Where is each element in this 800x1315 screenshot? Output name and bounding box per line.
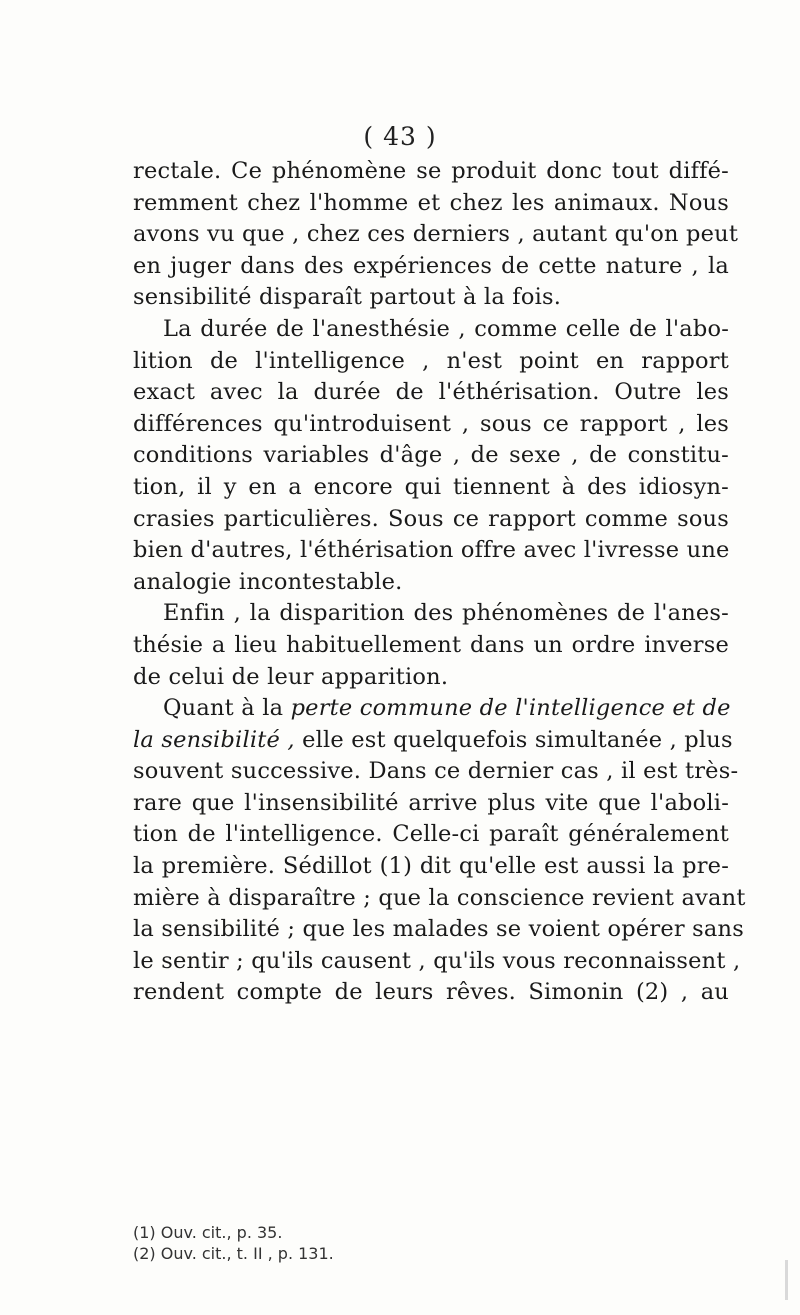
- text-line: lition de l'intelligence , n'est point en rapport: [133, 347, 729, 374]
- text-line: conditions variables d'âge , de sexe , de constitu-: [133, 442, 729, 469]
- text-line: tion, il y en a encore qui tiennent à des idiosyn-: [133, 473, 729, 500]
- italic-run: perte commune de l'intelligence et de: [290, 695, 731, 722]
- text-line: la première. Sédillot (1) dit qu'elle est aussi la pre-: [133, 853, 729, 880]
- text-line: bien d'autres, l'éthérisation offre avec l'ivresse une: [133, 537, 730, 564]
- body-text: [133, 156, 746, 1009]
- text-line: rare que l'insensibilité arrive plus vite que l'aboli-: [133, 789, 729, 816]
- text-line: souvent successive. Dans ce dernier cas , il est très-: [133, 758, 739, 785]
- text-line: Enfin , la disparition des phénomènes de l'anes-: [163, 600, 729, 627]
- text-line: [133, 725, 733, 757]
- text-line: thésie a lieu habituellement dans un ordre inverse: [133, 631, 729, 658]
- text-line: sensibilité disparaît partout à la fois.: [133, 284, 562, 311]
- text-line: remment chez l'homme et chez les animaux. Nous: [133, 189, 729, 216]
- text-line: crasies particulières. Sous ce rapport comme sous: [133, 505, 729, 532]
- text-line: rectale. Ce phénomène se produit donc tout diffé-: [133, 158, 729, 184]
- text-line: La durée de l'anesthésie , comme celle de l'abo-: [163, 315, 729, 342]
- text-run: Quant à la: [163, 695, 291, 722]
- page-number: ( 43 ): [363, 122, 437, 151]
- text-line: mière à disparaître ; que la conscience revient avant: [133, 884, 746, 911]
- text-line: la sensibilité ; que les malades se voient opérer sans: [133, 916, 744, 943]
- text-line: avons vu que , chez ces derniers , autant qu'on peut: [133, 221, 739, 248]
- text-line: tion de l'intelligence. Celle-ci paraît généralement: [133, 821, 729, 848]
- footnotes: [133, 1222, 533, 1264]
- text-line: rendent compte de leurs rêves. Simonin (2) , au: [133, 979, 729, 1006]
- text-run: elle est quelquefois simultanée , plus: [294, 726, 733, 753]
- margin-mark: [785, 1260, 788, 1300]
- footnote: (1) Ouv. cit., p. 35.: [133, 1223, 283, 1242]
- text-line: de celui de leur apparition.: [133, 663, 449, 690]
- text-line: [133, 693, 729, 725]
- text-line: le sentir ; qu'ils causent , qu'ils vous reconnaissent ,: [133, 947, 741, 974]
- footnote: (2) Ouv. cit., t. II , p. 131.: [133, 1244, 334, 1263]
- text-line: exact avec la durée de l'éthérisation. Outre les: [133, 379, 729, 406]
- text-line: différences qu'introduisent , sous ce rapport , les: [133, 410, 729, 437]
- text-line: en juger dans des expériences de cette nature , la: [133, 252, 729, 279]
- text-line: analogie incontestable.: [133, 568, 403, 595]
- italic-run: la sensibilité ,: [133, 726, 295, 753]
